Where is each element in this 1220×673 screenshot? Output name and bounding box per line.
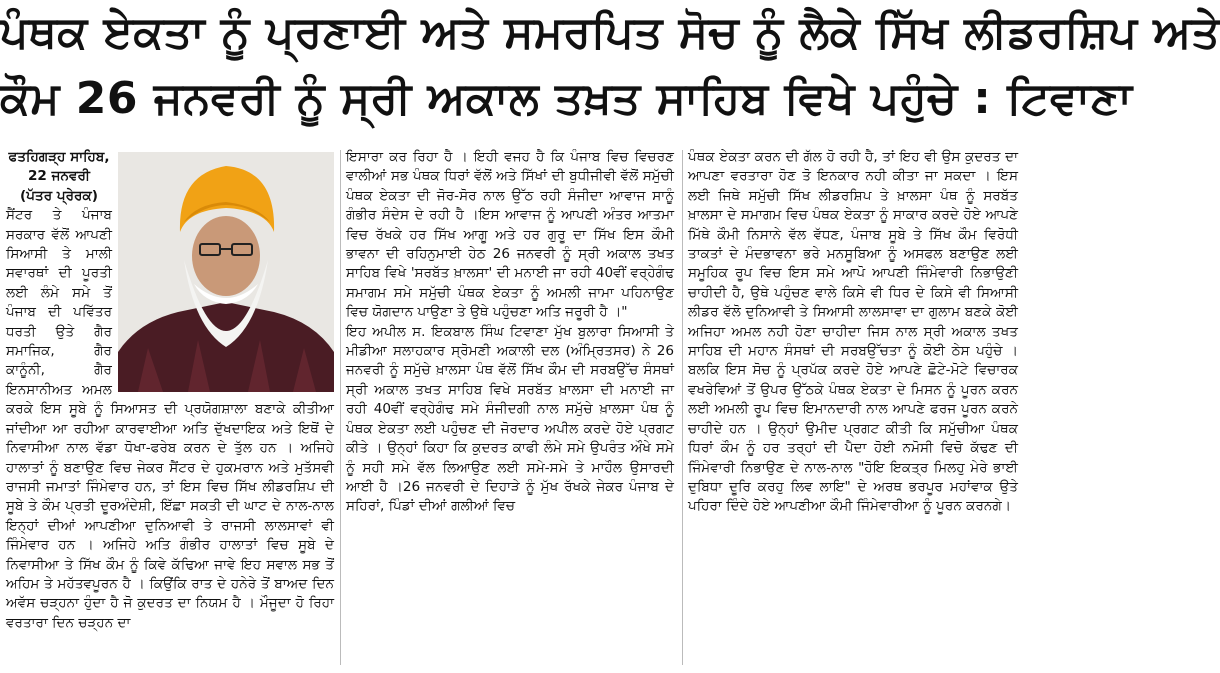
column-divider [340,150,341,665]
article-paragraph: ਇਹ ਅਪੀਲ ਸ. ਇਕਬਾਲ ਸਿੰਘ ਟਿਵਾਣਾ ਮੁੱਖ ਬੁਲਾਰਾ ਸਿਆਸੀ ਤੇ ਮੀਡੀਆ ਸਲਾਹਕਾਰ ਸ੍ਰੋਮਣੀ ਅਕਾਲੀ ਦਲ (ਅੰਮ੍ਰਿਤਸਰ) ਨੇ 26 ਜਨਵਰੀ ਨੂੰ ਸਮੁੱਚੇ ਖ਼ਾਲਸਾ ਪੰਥ ਵੱਲੋਂ ਸਿੱਖ ਕੌਮ ਦੀ ਸਰਬਉੱਚ ਸੰਸਥਾਂ ਸ੍ਰੀ ਅਕਾਲ ਤਖਤ ਸਾਹਿਬ ਵਿਖੇ ਸਰਬੱਤ ਖ਼ਾਲਸਾ ਦੀ ਮਨਾਈ ਜਾ ਰਹੀ 40ਵੀਂ ਵਰ੍ਹੇਗੰਢ ਸਮੇ ਸੰਜੀਦਗੀ ਨਾਲ ਸਮੁੱਚੇ ਖ਼ਾਲਸਾ ਪੰਥ ਨੂੰ ਪੰਥਕ ਏਕਤਾ ਲਈ ਪਹੁੰਚਣ ਦੀ ਜੋਰਦਾਰ ਅਪੀਲ ਕਰਦੇ ਹੋਏ ਪ੍ਰਗਟ ਕੀਤੇ । ਉਨ੍ਹਾਂ ਕਿਹਾ ਕਿ ਕੁਦਰਤ ਕਾਫੀ ਲੰਮੇ ਸਮੇ ਉਪਰੰਤ ਔਖੇ ਸਮੇ ਨੂੰ ਸਹੀ ਸਮੇ ਵੱਲ ਲਿਆਉਣ ਲਈ ਸਮੇ-ਸਮੇ ਤੇ ਮਾਹੌਲ ਉਸਾਰਦੀ ਆਈ ਹੈ ।26 ਜਨਵਰੀ ਦੇ ਦਿਹਾੜੇ ਨੂੰ ਮੁੱਖ ਰੱਖਕੇ ਜੇਕਰ ਪੰਜਾਬ ਦੇ ਸਹਿਰਾਂ, ਪਿੰਡਾਂ ਦੀਆਂ ਗਲੀਆਂ ਵਿਚ [346,323,674,515]
headline-line-2: ਕੌਮ 26 ਜਨਵਰੀ ਨੂੰ ਸ੍ਰੀ ਅਕਾਲ ਤਖ਼ਤ ਸਾਹਿਬ ਵਿਖੇ ਪਹੁੰਚੇ : ਟਿਵਾਣਾ [0,73,1133,124]
article-column-3 [688,148,1018,517]
portrait-image [118,152,334,392]
headline-line-1: ਪੰਥਕ ਏਕਤਾ ਨੂੰ ਪ੍ਰਣਾਈ ਅਤੇ ਸਮਰਪਿਤ ਸੋਚ ਨੂੰ ਲੈਕੇ ਸਿੱਖ ਲੀਡਰਸ਼ਿਪ ਅਤੇ [0,7,1220,58]
portrait-photo [118,152,334,392]
dateline: ਫਤਹਿਗੜ੍ਹ ਸਾਹਿਬ, 22 ਜਨਵਰੀ [8,149,110,185]
article-paragraph: ਸੈਂਟਰ ਤੇ ਪੰਜਾਬ ਸਰਕਾਰ ਵੱਲੋਂ ਆਪਣੀ ਸਿਆਸੀ ਤੇ ਮਾਲੀ ਸਵਾਰਥਾਂ ਦੀ ਪੂਰਤੀ ਲਈ ਲੰਮੇ ਸਮੇ ਤੋਂ ਪੰਜਾਬ ਦੀ ਪਵਿੱਤਰ ਧਰਤੀ ਉਤੇ ਗੈਰ ਸਮਾਜਿਕ, ਗੈਰ ਕਾਨੂੰਨੀ, ਗੈਰ ਇਨਸਾਨੀਅਤ ਅਮਲ ਕਰਕੇ ਇਸ ਸੂਬੇ ਨੂੰ ਸਿਆਸਤ ਦੀ ਪ੍ਰਯੋਗਸ਼ਾਲਾ ਬਣਾਕੇ ਕੀਤੀਆ ਜਾਂਦੀਆ ਆ ਰਹੀਆ ਕਾਰਵਾਈਆ ਅਤਿ ਦੁੱਖਦਾਇਕ ਅਤੇ ਇਥੋਂ ਦੇ ਨਿਵਾਸੀਆ ਨਾਲ ਵੱਡਾ ਧੋਖਾ-ਫਰੇਬ ਕਰਨ ਦੇ ਤੁੱਲ ਹਨ । ਅਜਿਹੇ ਹਾਲਾਤਾਂ ਨੂੰ ਬਣਾਉਣ ਵਿਚ ਜੇਕਰ ਸੈਂਟਰ ਦੇ ਹੁਕਮਰਾਨ ਅਤੇ ਮੁਤੱਸਵੀ ਰਾਜਸੀ ਜਮਾਤਾਂ ਜਿੰਮੇਵਾਰ ਹਨ, ਤਾਂ ਇਸ ਵਿਚ ਸਿੱਖ ਲੀਡਰਸ਼ਿਪ ਦੀ ਸੂਬੇ ਤੇ ਕੌਮ ਪ੍ਰਤੀ ਦੂਰਅੰਦੇਸ਼ੀ, ਇੱਛਾ ਸਕਤੀ ਦੀ ਘਾਟ ਦੇ ਨਾਲ-ਨਾਲ ਇਨ੍ਹਾਂ ਦੀਆਂ ਆਪਣੀਆ ਦੁਨਿਆਵੀ ਤੇ ਰਾਜਸੀ ਲਾਲਸਾਵਾਂ ਵੀ ਜਿੰਮੇਵਾਰ ਹਨ । ਅਜਿਹੇ ਅਤਿ ਗੰਭੀਰ ਹਾਲਾਤਾਂ ਵਿਚ ਸੂਬੇ ਦੇ ਨਿਵਾਸੀਆ ਤੇ ਸਿੱਖ ਕੌਮ ਨੂੰ ਕਿਵੇ ਕੱਢਿਆ ਜਾਵੇ ਇਹ ਸਵਾਲ ਸਭ ਤੋਂ ਅਹਿਮ ਤੇ ਮਹੱਤਵਪੂਰਨ ਹੈ । ਕਿਉਂਕਿ ਰਾਤ ਦੇ ਹਨੇਰੇ ਤੋਂ ਬਾਅਦ ਦਿਨ ਅਵੱਸ ਚੜ੍ਹਨਾ ਹੁੰਦਾ ਹੈ ਜੋ ਕੁਦਰਤ ਦਾ ਨਿਯਮ ਹੈ । ਮੌਜੂਦਾ ਹੋ ਰਿਹਾ ਵਰਤਾਰਾ ਦਿਨ ਚੜ੍ਹਨ ਦਾ [6,207,334,631]
column-divider [682,150,683,665]
byline: (ਪੱਤਰ ਪ੍ਰੇਰਕ) [20,187,98,204]
article-column-2 [346,148,674,517]
article-column-1 [6,148,334,633]
article-paragraph: ਇਸਾਰਾ ਕਰ ਰਿਹਾ ਹੈ । ਇਹੀ ਵਜਹ ਹੈ ਕਿ ਪੰਜਾਬ ਵਿਚ ਵਿਚਰਣ ਵਾਲੀਆਂ ਸਭ ਪੰਥਕ ਧਿਰਾਂ ਵੱਲੋਂ ਅਤੇ ਸਿੱਖਾਂ ਦੀ ਬੁਧੀਜੀਵੀ ਵੱਲੋਂ ਸਮੁੱਚੀ ਪੰਥਕ ਏਕਤਾ ਦੀ ਜੋਰ-ਸੋਰ ਨਾਲ ਉੱਠ ਰਹੀ ਸੰਜੀਦਾ ਆਵਾਜ ਸਾਨੂੰ ਗੰਭੀਰ ਸੰਦੇਸ ਦੇ ਰਹੀ ਹੈ ।ਇਸ ਆਵਾਜ ਨੂੰ ਆਪਣੀ ਅੰਤਰ ਆਤਮਾ ਵਿਚ ਰੱਖਕੇ ਹਰ ਸਿੱਖ ਆਗੂ ਅਤੇ ਹਰ ਗੁਰੂ ਦਾ ਸਿੱਖ ਇਸ ਕੌਮੀ ਭਾਵਨਾ ਦੀ ਰਹਿਨੁਮਾਈ ਹੇਠ 26 ਜਨਵਰੀ ਨੂੰ ਸ੍ਰੀ ਅਕਾਲ ਤਖਤ ਸਾਹਿਬ ਵਿਖੇ 'ਸਰਬੱਤ ਖ਼ਾਲਸਾ' ਦੀ ਮਨਾਈ ਜਾ ਰਹੀ 40ਵੀਂ ਵਰ੍ਹੇਗੰਢ ਸਮਾਗਮ ਸਮੇ ਸਮੁੱਚੀ ਪੰਥਕ ਏਕਤਾ ਨੂੰ ਅਮਲੀ ਜਾਮਾ ਪਹਿਨਾਉਣ ਵਿਚ ਯੋਗਦਾਨ ਪਾਉਣਾ ਤੇ ਉਥੇ ਪਹੁੰਚਣਾ ਅਤਿ ਜਰੂਰੀ ਹੈ ।" [346,149,674,321]
article-paragraph: ਪੰਥਕ ਏਕਤਾ ਕਰਨ ਦੀ ਗੱਲ ਹੋ ਰਹੀ ਹੈ, ਤਾਂ ਇਹ ਵੀ ਉਸ ਕੁਦਰਤ ਦਾ ਆਪਣਾ ਵਰਤਾਰਾ ਹੋਣ ਤੋ ਇਨਕਾਰ ਨਹੀ ਕੀਤਾ ਜਾ ਸਕਦਾ । ਇਸ ਲਈ ਜਿਥੇ ਸਮੁੱਚੀ ਸਿੱਖ ਲੀਡਰਸ਼ਿਪ ਤੇ ਖ਼ਾਲਸਾ ਪੰਥ ਨੂੰ ਸਰਬੱਤ ਖ਼ਾਲਸਾ ਦੇ ਸਮਾਗਮ ਵਿਚ ਪੰਥਕ ਏਕਤਾ ਨੂੰ ਸਾਕਾਰ ਕਰਦੇ ਹੋਏ ਆਪਣੇ ਮਿੱਥੇ ਕੌਮੀ ਨਿਸਾਨੇ ਵੱਲ ਵੱਧਣ, ਪੰਜਾਬ ਸੂਬੇ ਤੇ ਸਿੱਖ ਕੌਮ ਵਿਰੋਧੀ ਤਾਕਤਾਂ ਦੇ ਮੰਦਭਾਵਨਾ ਭਰੇ ਮਨਸੂਬਿਆ ਨੂੰ ਅਸਫਲ ਬਣਾਉਣ ਲਈ ਸਮੂਹਿਕ ਰੂਪ ਵਿਚ ਇਸ ਸਮੇ ਆਪੋ ਆਪਣੀ ਜਿੰਮੇਵਾਰੀ ਨਿਭਾਉਣੀ ਚਾਹੀਦੀ ਹੈ, ਉਥੇ ਪਹੁੰਚਣ ਵਾਲੇ ਕਿਸੇ ਵੀ ਧਿਰ ਦੇ ਕਿਸੇ ਵੀ ਸਿਆਸੀ ਲੀਡਰ ਵੱਲੋ ਦੁਨਿਆਵੀ ਤੇ ਸਿਆਸੀ ਲਾਲਸਾਵਾ ਦਾ ਗੁਲਾਮ ਬਣਕੇ ਕੋਈ ਅਜਿਹਾ ਅਮਲ ਨਹੀ ਹੋਣਾ ਚਾਹੀਦਾ ਜਿਸ ਨਾਲ ਸ੍ਰੀ ਅਕਾਲ ਤਖਤ ਸਾਹਿਬ ਦੀ ਮਹਾਨ ਸੰਸਥਾਂ ਦੀ ਸਰਬਉੱਚਤਾ ਨੂੰ ਕੋਈ ਠੇਸ ਪਹੁੰਚੇ । ਬਲਕਿ ਇਸ ਸੋਚ ਨੂੰ ਪ੍ਰਪੱਕ ਕਰਦੇ ਹੋਏ ਆਪਣੇ ਛੋਟੇ-ਮੋਟੇ ਵਿਚਾਰਕ ਵਖਰੇਵਿਆਂ ਤੋਂ ਉਪਰ ਉੱਠਕੇ ਪੰਥਕ ਏਕਤਾ ਦੇ ਮਿਸਨ ਨੂੰ ਪੂਰਨ ਕਰਨ ਲਈ ਅਮਲੀ ਰੂਪ ਵਿਚ ਇਮਾਨਦਾਰੀ ਨਾਲ ਆਪਣੇ ਫਰਜ ਪੂਰਨ ਕਰਨੇ ਚਾਹੀਦੇ ਹਨ । ਉਨ੍ਹਾਂ ਉਮੀਦ ਪ੍ਰਗਟ ਕੀਤੀ ਕਿ ਸਮੁੱਚੀਆ ਪੰਥਕ ਧਿਰਾਂ ਕੌਮ ਨੂੰ ਹਰ ਤਰ੍ਹਾਂ ਦੀ ਪੈਦਾ ਹੋਈ ਨਮੋਸੀ ਵਿਚੋ ਕੱਢਣ ਦੀ ਜਿੰਮੇਵਾਰੀ ਨਿਭਾਉਣ ਦੇ ਨਾਲ-ਨਾਲ "ਹੋਇ ਇਕਤ੍ਰ ਮਿਲਹੁ ਮੇਰੇ ਭਾਈ ਦੁਬਿਧਾ ਦੂਰਿ ਕਰਹੁ ਲਿਵ ਲਾਇ" ਦੇ ਅਰਥ ਭਰਪੂਰ ਮਹਾਂਵਾਕ ਉਤੇ ਪਹਿਰਾ ਦਿੰਦੇ ਹੋਏ ਆਪਣੀਆ ਕੌਮੀ ਜਿੰਮੇਵਾਰੀਆ ਨੂੰ ਪੂਰਨ ਕਰਨਗੇ। [688,149,1018,515]
